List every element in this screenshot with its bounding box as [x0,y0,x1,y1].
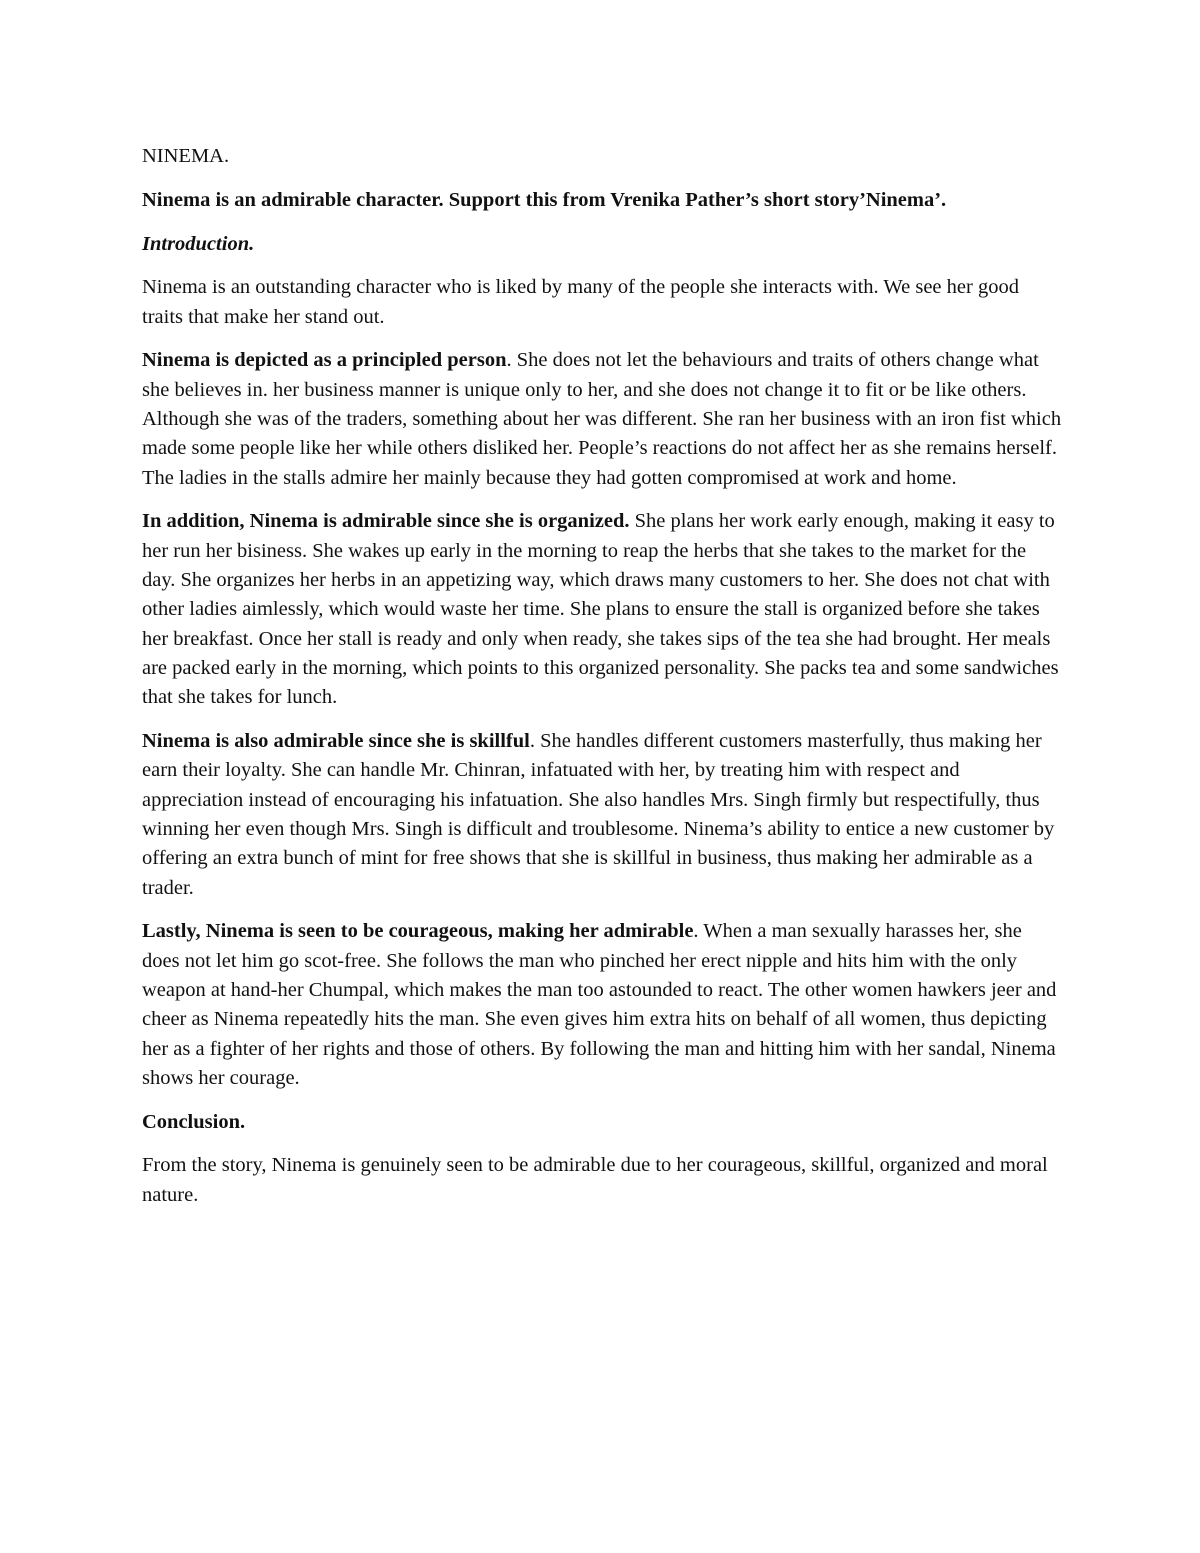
paragraph-lead: Ninema is also admirable since she is skillful [142,730,530,753]
paragraph-lead: Ninema is depicted as a principled person [142,349,507,372]
paragraph-text: . She handles different customers masterfully, thus making her earn their loyalty. She can handle Mr. Chinran, infatuated with her, by treating him with respect and appreciation instead of encouraging his infatuation. She also handles Mrs. Singh firmly but respectifully, thus winning her even though Mrs. Singh is difficult and troublesome. Ninema’s ability to entice a new customer by offering an extra bunch of mint for free shows that she is skillful in business, thus making her admirable as a trader. [142,730,1055,899]
paragraph-text: . She does not let the behaviours and traits of others change what she believes in. her business manner is unique only to her, and she does not change it to fit or be like others. Although she was of the traders, something about her was different. She ran her business with an iron fist which made some people like her while others disliked her. People’s reactions do not affect her as she remains herself. The ladies in the stalls admire her mainly because they had gotten compromised at work and home. [142,349,1062,489]
document-page [142,142,1062,1225]
paragraph-text: . When a man sexually harasses her, she does not let him go scot-free. She follows the man who pinched her erect nipple and hits him with the only weapon at hand-her Chumpal, which makes the man too astounded to react. The other women hawkers jeer and cheer as Ninema repeatedly hits the man. She even gives him extra hits on behalf of all women, thus depicting her as a fighter of her rights and those of others. By following the man and hitting him with her sandal, Ninema shows her courage. [142,920,1057,1089]
introduction-text: Ninema is an outstanding character who is liked by many of the people she interacts with. We see her good traits that make her stand out. [142,276,1019,328]
conclusion-text: From the story, Ninema is genuinely seen to be admirable due to her courageous, skillful, organized and moral nature. [142,1154,1048,1206]
essay-question: Ninema is an admirable character. Support this from Vrenika Pather’s short story’Ninema’. [142,188,947,211]
body-paragraph-skillful [142,727,1062,903]
introduction-heading: Introduction. [142,232,255,255]
paragraph-lead: In addition, Ninema is admirable since she is organized. [142,510,630,533]
body-paragraph-organized [142,507,1062,712]
document-title: NINEMA. [142,145,230,167]
paragraph-lead: Lastly, Ninema is seen to be courageous, making her admirable [142,920,694,943]
body-paragraph-principled [142,346,1062,492]
body-paragraph-courageous [142,917,1062,1093]
paragraph-text: She plans her work early enough, making it easy to her run her bisiness. She wakes up early in the morning to reap the herbs that she takes to the market for the day. She organizes her herbs in an appetizing way, which draws many customers to her. She does not chat with other ladies aimlessly, which would waste her time. She plans to ensure the stall is organized before she takes her breakfast. Once her stall is ready and only when ready, she takes sips of the tea she had brought. Her meals are packed early in the morning, which points to this organized personality. She packs tea and some sandwiches that she takes for lunch. [142,510,1059,709]
conclusion-heading: Conclusion. [142,1110,246,1133]
